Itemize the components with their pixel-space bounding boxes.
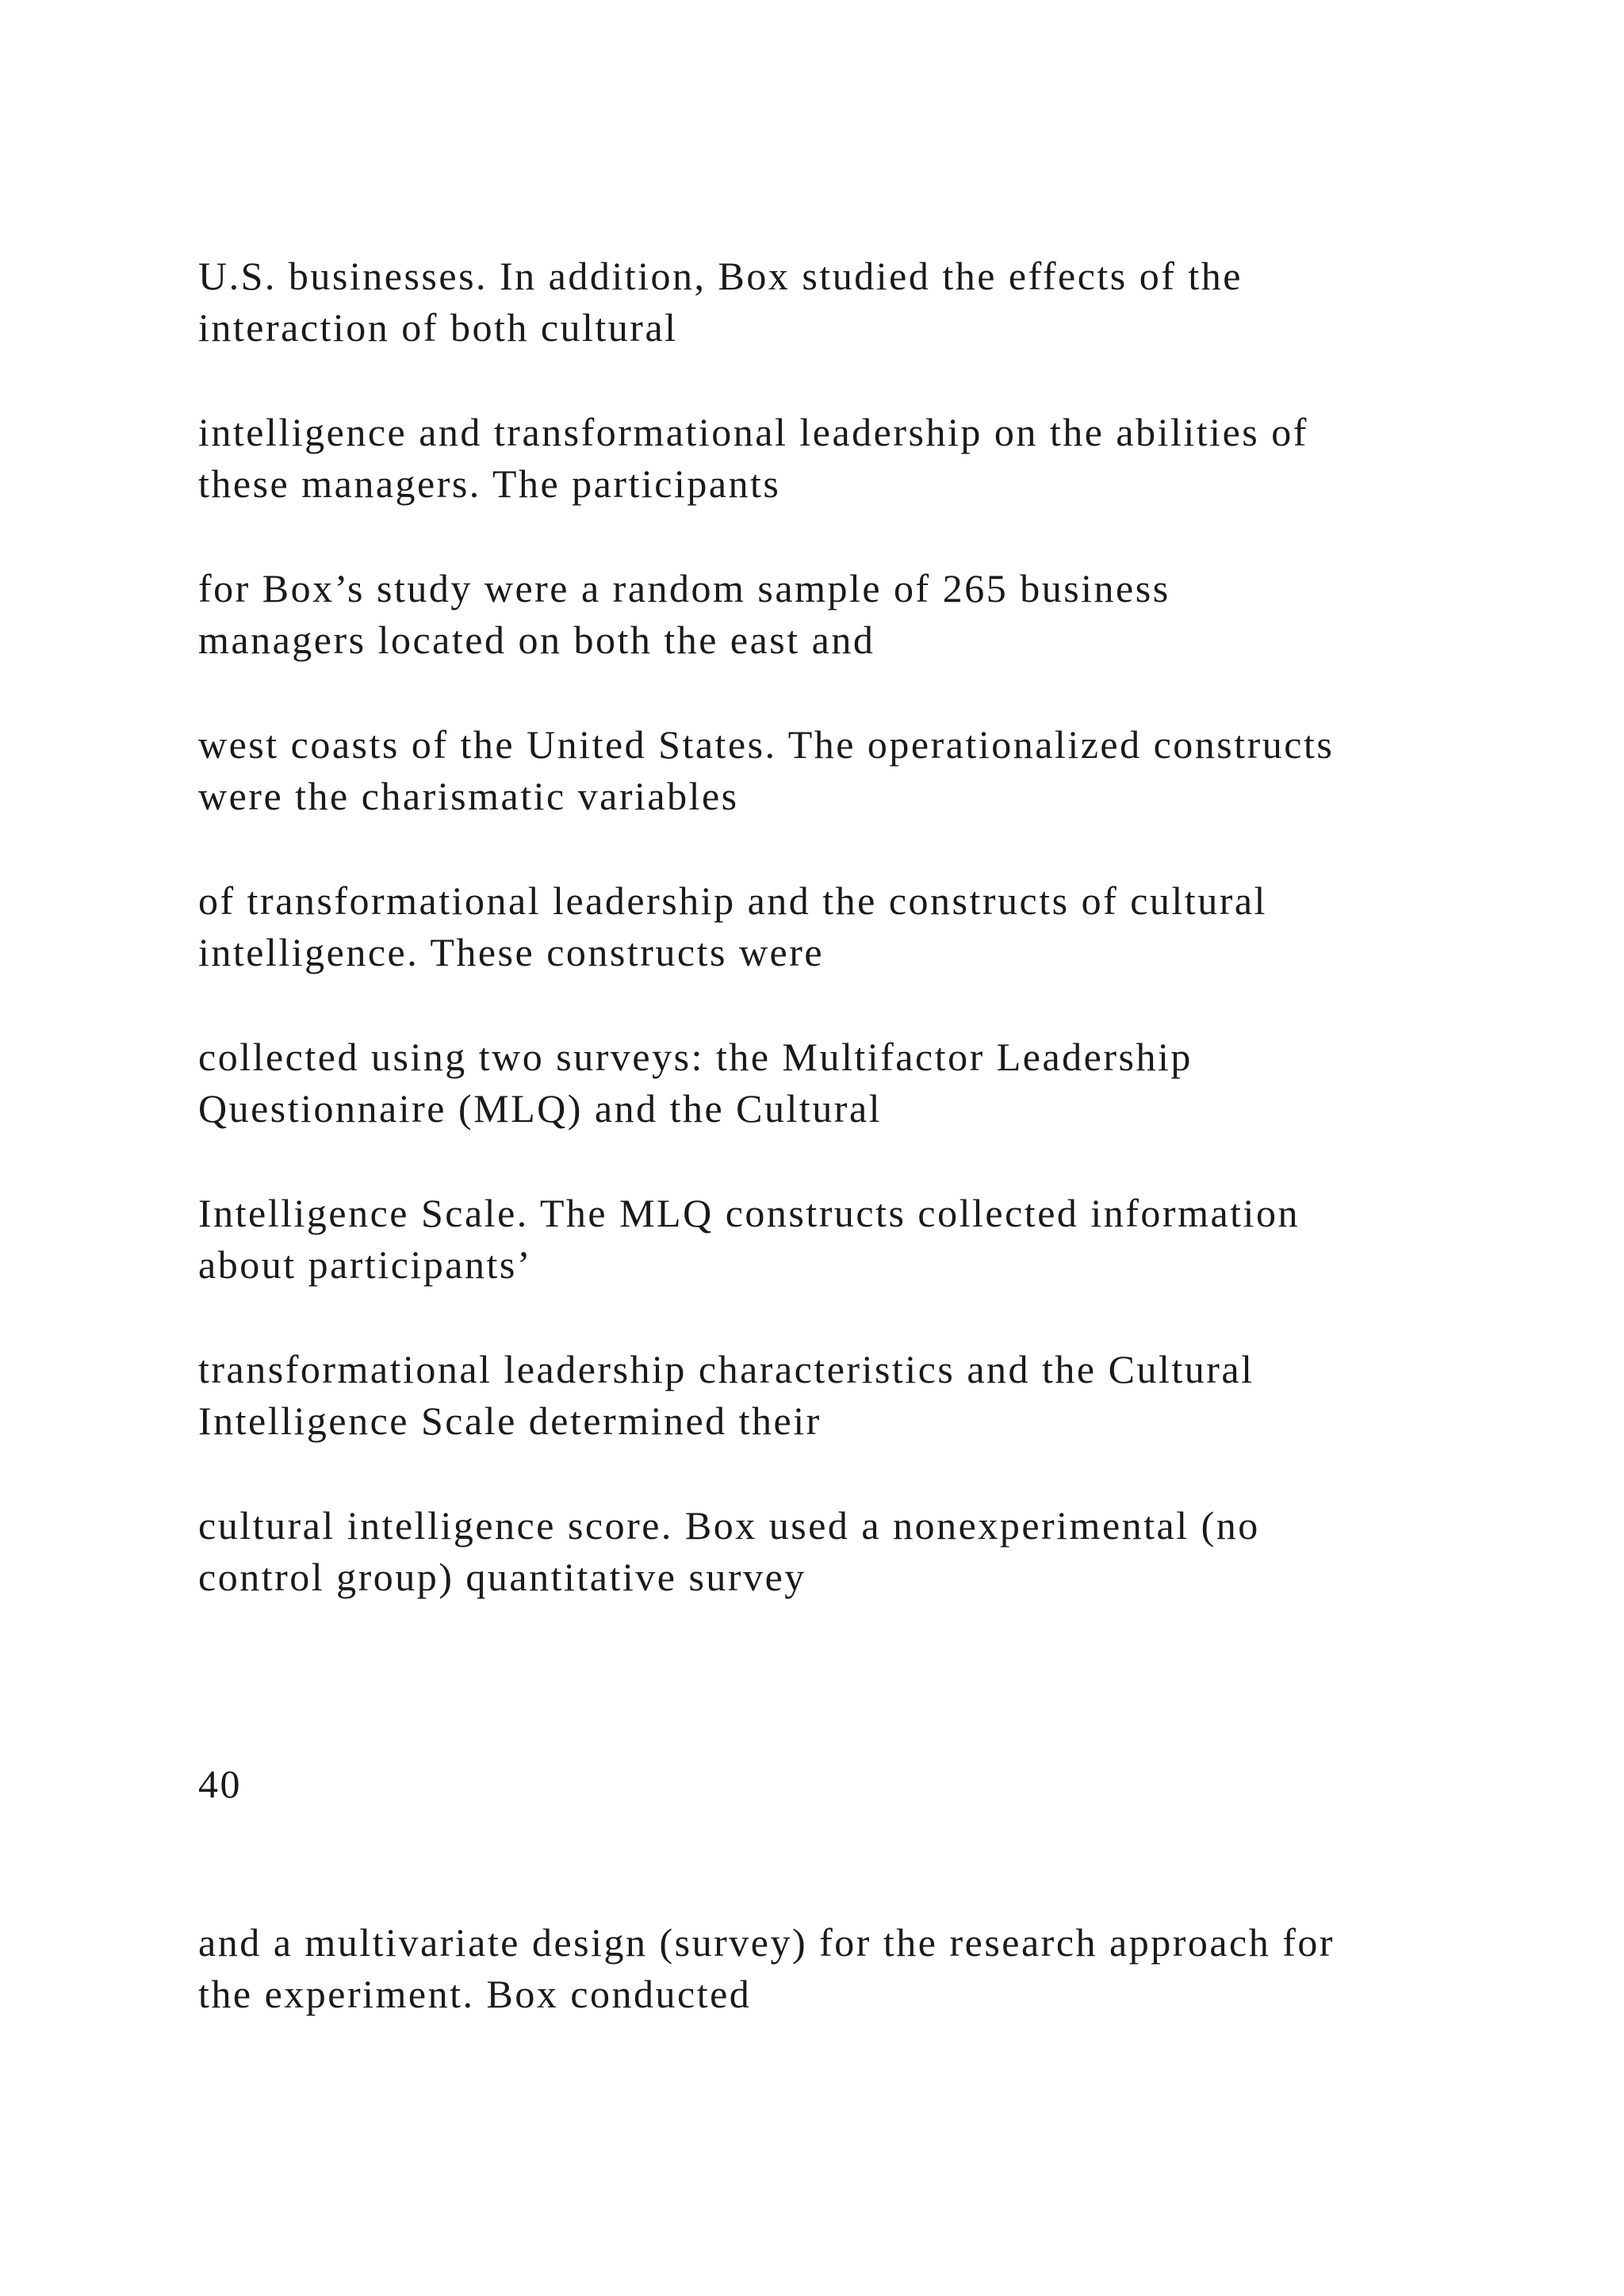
paragraph-6 (198, 1031, 1507, 1135)
paragraph-line: collected using two surveys: the Multifactor Leadership (198, 1035, 1193, 1079)
paragraph-line: intelligence. These constructs were (198, 930, 825, 974)
paragraph-7 (198, 1188, 1507, 1291)
paragraph-line: managers located on both the east and (198, 618, 875, 662)
paragraph-1 (198, 251, 1507, 354)
paragraph-5 (198, 875, 1507, 978)
page-number: 40 (198, 1762, 242, 1806)
paragraph-final (198, 1917, 1507, 2020)
paragraph-line: about participants’ (198, 1242, 532, 1287)
paragraph-line: cultural intelligence score. Box used a nonexperimental (no (198, 1503, 1260, 1548)
paragraph-line: and a multivariate design (survey) for the research approach for (198, 1920, 1335, 1965)
paragraph-9 (198, 1500, 1507, 1603)
paragraph-3 (198, 563, 1507, 666)
paragraph-line: for Box’s study were a random sample of 265 business (198, 566, 1170, 610)
paragraph-line: the experiment. Box conducted (198, 1972, 752, 2016)
paragraph-line: transformational leadership characteristics and the Cultural (198, 1347, 1254, 1391)
paragraph-line: control group) quantitative survey (198, 1555, 806, 1599)
paragraph-line: intelligence and transformational leadership on the abilities of (198, 410, 1308, 454)
paragraph-8 (198, 1344, 1507, 1447)
paragraph-line: west coasts of the United States. The operationalized constructs (198, 722, 1335, 767)
paragraph-line: Intelligence Scale. The MLQ constructs collected information (198, 1191, 1300, 1235)
paragraph-2 (198, 407, 1507, 510)
paragraph-line: Questionnaire (MLQ) and the Cultural (198, 1086, 883, 1131)
paragraph-line: of transformational leadership and the constructs of cultural (198, 878, 1267, 923)
paragraph-line: Intelligence Scale determined their (198, 1399, 822, 1443)
paragraph-line: these managers. The participants (198, 461, 781, 506)
paragraph-line: were the charismatic variables (198, 774, 739, 818)
paragraph-line: interaction of both cultural (198, 305, 678, 350)
paragraph-line: U.S. businesses. In addition, Box studied the effects of the (198, 254, 1243, 298)
paragraph-4 (198, 719, 1507, 822)
